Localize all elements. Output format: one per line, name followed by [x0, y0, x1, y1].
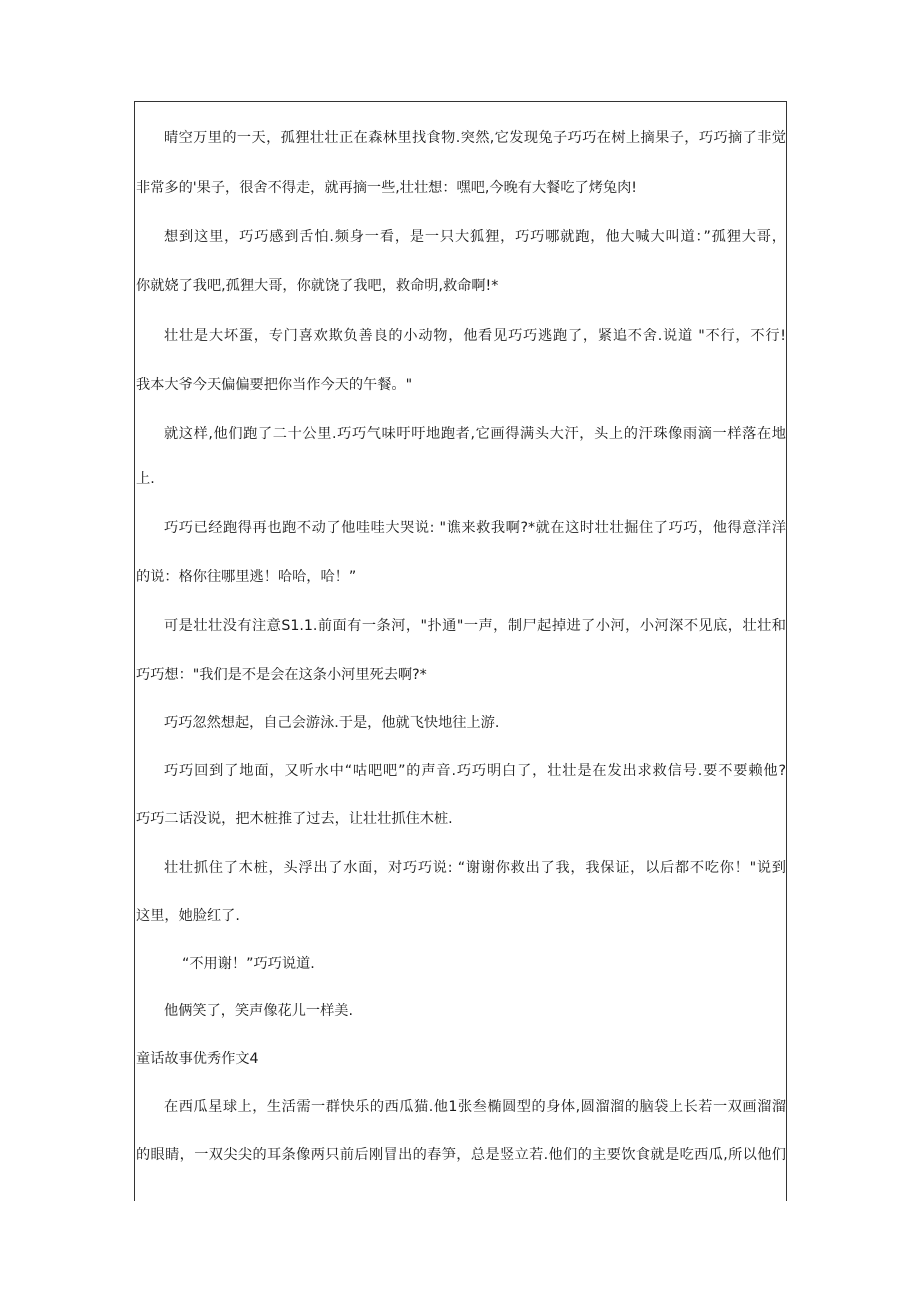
paragraph-line: “不用谢！”巧巧说道. — [182, 956, 315, 972]
paragraph-line: 就这样,他们跑了二十公里.巧巧气味吁吁地跑者,它画得满头大汗，头上的汗珠像雨滴一样落在地 — [164, 426, 786, 442]
paragraph-line: 他俩笑了，笑声像花儿一样美. — [164, 1003, 353, 1019]
paragraph-line: 上. — [136, 471, 155, 487]
paragraph-line: 想到这里，巧巧感到舌怕.频身一看，是一只大狐狸，巧巧哪就跑，他大喊大叫道：”孤狸大哥， — [164, 229, 786, 245]
paragraph-line: 的说：格你往哪里逃！哈哈，哈！” — [136, 569, 357, 585]
paragraph-line: 的眼睛，一双尖尖的耳条像两只前后刚冒出的春笋，总是竖立若.他们的主要饮食就是吃西瓜,所以他们 — [136, 1147, 786, 1163]
paragraph-line: 晴空万里的一天，孤狸壮壮正在森林里找食物.突然,它发现兔子巧巧在树上摘果子，巧巧摘了非觉 — [164, 130, 786, 146]
paragraph-line: 巧巧想："我们是不是会在这条小河里死去啊?* — [136, 667, 427, 683]
paragraph-line: 非常多的'果子，很舍不得走，就再摘一些,壮壮想：嘿吧,今晚有大餐吃了烤兔肉! — [136, 180, 637, 196]
section-heading: 童话故事优秀作文4 — [136, 1051, 259, 1067]
paragraph-line: 巧巧回到了地面，又听水中“咕吧吧”的声音.巧巧明白了，壮壮是在发出求救信号.要不要赖他? — [164, 763, 786, 779]
paragraph-line: 你就娆了我吧,孤狸大哥，你就饶了我吧，救命明,救命啊!* — [136, 278, 499, 294]
paragraph-line: 巧巧已经跑得再也跑不动了他哇哇大哭说: "谯来救我啊?*就在这时壮壮掘住了巧巧，他得意洋洋 — [164, 520, 786, 536]
paragraph-line: 可是壮壮没有注意S1.1.前面有一条河，"扑通"一声，制尸起掉进了小河，小河深不见底，壮壮和 — [164, 618, 786, 634]
paragraph-line: 壮壮是大坏蛋，专门喜欢欺负善良的小动物，他看见巧巧逃跑了，紧追不舍.说道 "不行，不行! — [164, 328, 786, 344]
paragraph-line: 在西瓜星球上，生活需一群快乐的西瓜猫.他1张叁椭圆型的身体,圆溜溜的脑袋上长若一双画溜溜 — [164, 1099, 786, 1115]
paragraph-line: 巧巧二话没说，把木桩推了过去，让壮壮抓住木桩. — [136, 811, 453, 827]
paragraph-line: 壮壮抓住了木桩，头浮出了水面，对巧巧说: “谢谢你救出了我，我保证，以后都不吃你！"说到 — [164, 860, 786, 876]
text-box-frame — [134, 101, 787, 1201]
paragraph-line: 巧巧忽然想起，自己会游泳.于是，他就飞快地往上游. — [164, 715, 500, 731]
paragraph-line: 我本大爷今天偏偏要把你当作今天的午餐。" — [136, 377, 413, 393]
paragraph-line: 这里，她脸红了. — [136, 908, 240, 924]
